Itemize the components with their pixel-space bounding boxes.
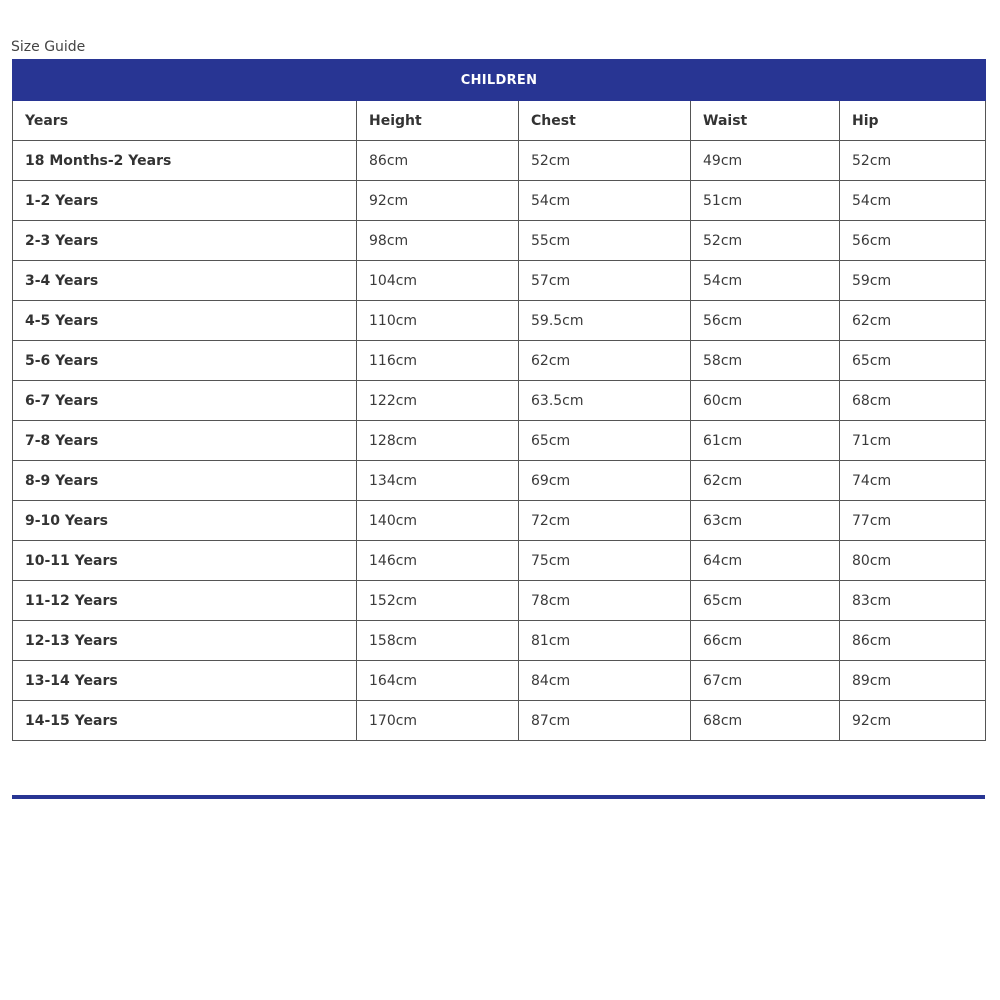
- footer-divider: [12, 795, 985, 799]
- table-row: [13, 261, 986, 301]
- years-cell: 14-15 Years: [13, 701, 357, 741]
- children-size-table: [12, 59, 986, 741]
- column-header-chest: Chest: [519, 101, 691, 141]
- chest-cell: 72cm: [519, 501, 691, 541]
- hip-cell: 65cm: [840, 341, 986, 381]
- years-cell: 8-9 Years: [13, 461, 357, 501]
- height-cell: 158cm: [357, 621, 519, 661]
- waist-cell: 65cm: [691, 581, 840, 621]
- height-cell: 122cm: [357, 381, 519, 421]
- chest-cell: 62cm: [519, 341, 691, 381]
- hip-cell: 68cm: [840, 381, 986, 421]
- hip-cell: 56cm: [840, 221, 986, 261]
- table-row: [13, 341, 986, 381]
- table-row: [13, 541, 986, 581]
- years-cell: 9-10 Years: [13, 501, 357, 541]
- size-guide-label: Size Guide: [11, 39, 86, 55]
- height-cell: 104cm: [357, 261, 519, 301]
- years-cell: 7-8 Years: [13, 421, 357, 461]
- height-cell: 86cm: [357, 141, 519, 181]
- chest-cell: 84cm: [519, 661, 691, 701]
- table-row: [13, 181, 986, 221]
- column-header-waist: Waist: [691, 101, 840, 141]
- height-cell: 128cm: [357, 421, 519, 461]
- chest-cell: 63.5cm: [519, 381, 691, 421]
- chest-cell: 69cm: [519, 461, 691, 501]
- years-cell: 3-4 Years: [13, 261, 357, 301]
- table-row: [13, 141, 986, 181]
- table-row: [13, 301, 986, 341]
- chest-cell: 59.5cm: [519, 301, 691, 341]
- chest-cell: 54cm: [519, 181, 691, 221]
- hip-cell: 89cm: [840, 661, 986, 701]
- height-cell: 152cm: [357, 581, 519, 621]
- hip-cell: 74cm: [840, 461, 986, 501]
- waist-cell: 51cm: [691, 181, 840, 221]
- hip-cell: 59cm: [840, 261, 986, 301]
- years-cell: 1-2 Years: [13, 181, 357, 221]
- hip-cell: 83cm: [840, 581, 986, 621]
- waist-cell: 60cm: [691, 381, 840, 421]
- hip-cell: 52cm: [840, 141, 986, 181]
- chest-cell: 55cm: [519, 221, 691, 261]
- years-cell: 5-6 Years: [13, 341, 357, 381]
- years-cell: 11-12 Years: [13, 581, 357, 621]
- hip-cell: 86cm: [840, 621, 986, 661]
- hip-cell: 54cm: [840, 181, 986, 221]
- height-cell: 164cm: [357, 661, 519, 701]
- table-row: [13, 501, 986, 541]
- chest-cell: 65cm: [519, 421, 691, 461]
- years-cell: 6-7 Years: [13, 381, 357, 421]
- height-cell: 170cm: [357, 701, 519, 741]
- chest-cell: 52cm: [519, 141, 691, 181]
- waist-cell: 54cm: [691, 261, 840, 301]
- table-row: [13, 621, 986, 661]
- chest-cell: 81cm: [519, 621, 691, 661]
- hip-cell: 92cm: [840, 701, 986, 741]
- waist-cell: 49cm: [691, 141, 840, 181]
- column-header-hip: Hip: [840, 101, 986, 141]
- table-row: [13, 661, 986, 701]
- table-title-row: [13, 60, 986, 101]
- years-cell: 18 Months-2 Years: [13, 141, 357, 181]
- hip-cell: 71cm: [840, 421, 986, 461]
- waist-cell: 67cm: [691, 661, 840, 701]
- waist-cell: 62cm: [691, 461, 840, 501]
- waist-cell: 58cm: [691, 341, 840, 381]
- height-cell: 98cm: [357, 221, 519, 261]
- table-row: [13, 581, 986, 621]
- waist-cell: 68cm: [691, 701, 840, 741]
- years-cell: 10-11 Years: [13, 541, 357, 581]
- waist-cell: 64cm: [691, 541, 840, 581]
- hip-cell: 77cm: [840, 501, 986, 541]
- chest-cell: 78cm: [519, 581, 691, 621]
- table-row: [13, 421, 986, 461]
- chest-cell: 75cm: [519, 541, 691, 581]
- table-row: [13, 381, 986, 421]
- years-cell: 12-13 Years: [13, 621, 357, 661]
- height-cell: 116cm: [357, 341, 519, 381]
- table-header-row: [13, 101, 986, 141]
- waist-cell: 56cm: [691, 301, 840, 341]
- table-row: [13, 701, 986, 741]
- waist-cell: 66cm: [691, 621, 840, 661]
- waist-cell: 61cm: [691, 421, 840, 461]
- years-cell: 13-14 Years: [13, 661, 357, 701]
- years-cell: 4-5 Years: [13, 301, 357, 341]
- table-row: [13, 221, 986, 261]
- hip-cell: 80cm: [840, 541, 986, 581]
- table-body: [13, 141, 986, 741]
- chest-cell: 57cm: [519, 261, 691, 301]
- height-cell: 134cm: [357, 461, 519, 501]
- column-header-height: Height: [357, 101, 519, 141]
- table-row: [13, 461, 986, 501]
- height-cell: 146cm: [357, 541, 519, 581]
- height-cell: 110cm: [357, 301, 519, 341]
- waist-cell: 63cm: [691, 501, 840, 541]
- chest-cell: 87cm: [519, 701, 691, 741]
- height-cell: 92cm: [357, 181, 519, 221]
- height-cell: 140cm: [357, 501, 519, 541]
- table-title: CHILDREN: [13, 60, 986, 101]
- waist-cell: 52cm: [691, 221, 840, 261]
- years-cell: 2-3 Years: [13, 221, 357, 261]
- column-header-years: Years: [13, 101, 357, 141]
- hip-cell: 62cm: [840, 301, 986, 341]
